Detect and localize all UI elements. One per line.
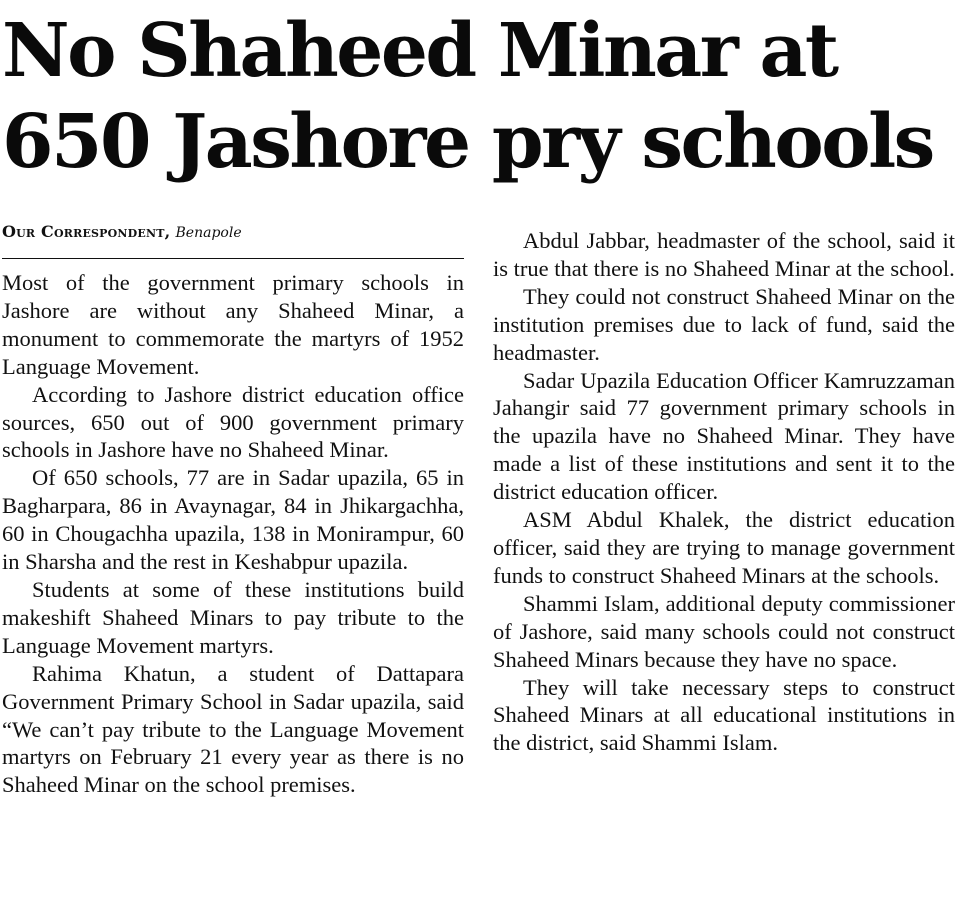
paragraph: Sadar Upazila Education Officer Kamruzzaman Jahangir said 77 government primary schools in the upazila have no Shaheed Minar. They have made a list of these institutions and sent it to the district education officer. [493,367,955,505]
paragraph: Shammi Islam, additional deputy commissioner of Jashore, said many schools could not construct Shaheed Minars because they have no space. [493,590,955,672]
paragraph: According to Jashore district education office sources, 650 out of 900 government primary schools in Jashore have no Shaheed Minar. [2,381,464,463]
headline-line-1: No Shaheed Minar at [2,8,837,94]
paragraph: ASM Abdul Khalek, the district education officer, said they are trying to manage government funds to construct Shaheed Minars at the schools. [493,507,955,588]
paragraph: Of 650 schools, 77 are in Sadar upazila, 65 in Bagharpara, 86 in Avaynagar, 84 in Jhikargachha, 60 in Chougachha upazila, 138 in Monirampur, 60 in Sharsha and the rest in Keshabpur upazila. [2,465,464,575]
byline [2,222,464,243]
article-column-left [2,269,464,799]
paragraph: Students at some of these institutions build makeshift Shaheed Minars to pay tribute to the Language Movement martyrs. [2,576,464,658]
paragraph: They will take necessary steps to construct Shaheed Minars at all educational institutions in the district, said Shammi Islam. [493,674,955,756]
article-column-right [493,227,955,757]
paragraph: Rahima Khatun, a student of Dattapara Government Primary School in Sadar upazila, said “We can’t pay tribute to the Language Movement martyrs on February 21 every year as there is no Shaheed Minar on the school premises. [2,660,464,798]
paragraph: Most of the government primary schools in Jashore are without any Shaheed Minar, a monument to commemorate the martyrs of 1952 Language Movement. [2,270,464,379]
paragraph: They could not construct Shaheed Minar on the institution premises due to lack of fund, said the headmaster. [493,283,955,365]
byline-divider [2,258,464,259]
byline-author: Our Correspondent, [2,222,171,241]
headline [2,6,952,188]
paragraph: Abdul Jabbar, headmaster of the school, said it is true that there is no Shaheed Minar at the school. [493,228,955,281]
headline-line-2: 650 Jashore pry schools [2,99,933,185]
byline-location: Benapole [175,225,242,241]
